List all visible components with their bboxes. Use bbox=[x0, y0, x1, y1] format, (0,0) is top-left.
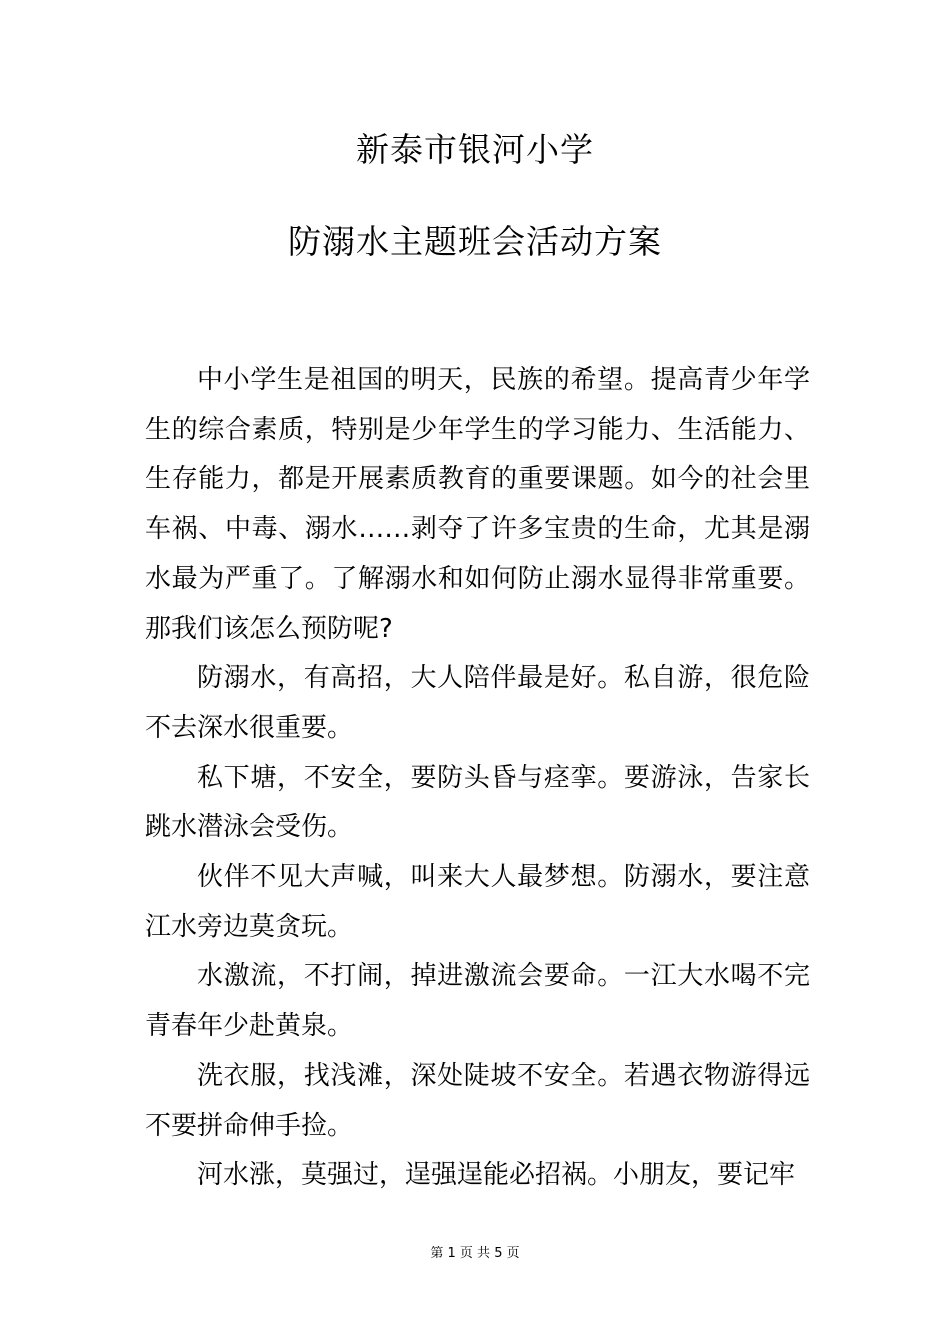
paragraph: 私下塘，不安全，要防头昏与痉挛。要游泳，告家长跳水潜泳会受伤。 bbox=[145, 762, 810, 843]
paragraph: 防溺水，有高招，大人陪伴最是好。私自游，很危险不去深水很重要。 bbox=[145, 663, 810, 743]
paragraph-intro: 中小学生是祖国的明天，民族的希望。提高青少年学生的综合素质，特别是少年学生的学习能力、生活能力、生存能力，都是开展素质教育的重要课题。如今的社会里车祸、中毒、溺水……剥夺了许多宝贵的生命，尤其是溺水最为严重了。了解溺水和如何防止溺水显得非常重要。那我们该怎么预防呢? bbox=[145, 365, 810, 644]
body-text bbox=[145, 356, 810, 1201]
paragraph: 洗衣服，找浅滩，深处陡坡不安全。若遇衣物游得远不要拼命伸手捡。 bbox=[145, 1060, 810, 1141]
paragraph: 水激流，不打闹，掉进激流会要命。一江大水喝不完青春年少赴黄泉。 bbox=[145, 961, 810, 1042]
page-footer: 第 1 页 共 5 页 bbox=[430, 1246, 520, 1261]
paragraph: 河水涨，莫强过，逞强逞能必招祸。小朋友，要记牢 bbox=[197, 1160, 796, 1191]
plan-title: 防溺水主题班会活动方案 bbox=[288, 222, 662, 261]
paragraph: 伙伴不见大声喊，叫来大人最梦想。防溺水，要注意江水旁边莫贪玩。 bbox=[145, 862, 810, 942]
school-name-title: 新泰市银河小学 bbox=[356, 130, 594, 169]
